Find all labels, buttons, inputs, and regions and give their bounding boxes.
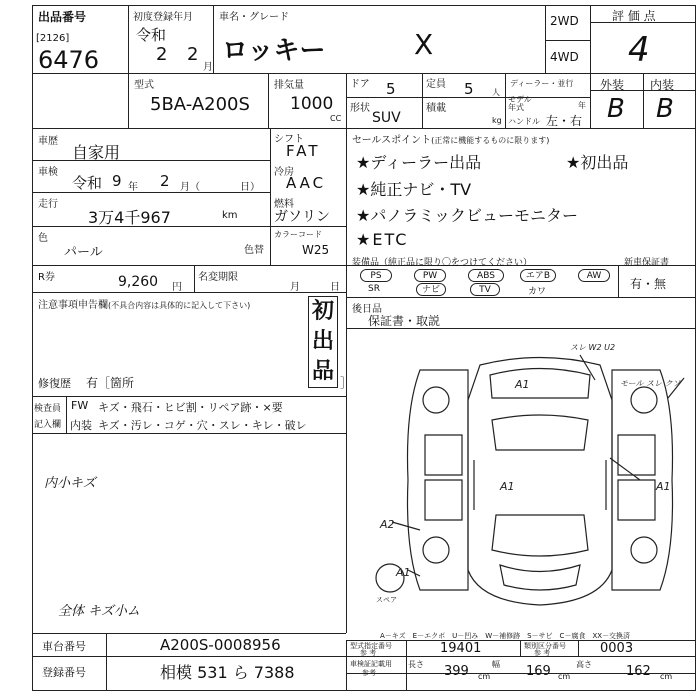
recycle-amount: 9,260: [118, 274, 159, 290]
divider: [545, 5, 546, 73]
yen-unit: 円: [172, 282, 182, 293]
equip-airbag: エアB: [520, 269, 556, 282]
notes-sub: (不具合内容は具体的に記入して下さい): [108, 301, 251, 310]
sales-point: ★純正ナビ・TV: [356, 180, 472, 199]
category-ref: 参 考: [534, 649, 551, 657]
doors-value: 5: [386, 80, 396, 98]
drive-2wd: 2WD: [550, 14, 579, 28]
interior-grade: B: [656, 94, 674, 124]
divider: [66, 396, 67, 433]
divider: [32, 192, 270, 193]
note-top: スレ W2 U2: [570, 343, 616, 352]
reg-month-unit: 月: [203, 62, 213, 73]
exterior-label: 外装: [600, 78, 625, 92]
inspect-month: 2: [160, 172, 170, 190]
inspect-day-unit: 日）: [240, 182, 260, 193]
divider: [406, 640, 407, 691]
drivetrain-fuel: ガソリン: [274, 209, 330, 225]
sales-label: [352, 131, 549, 146]
lot-number: 6476: [38, 46, 100, 74]
cc-unit: CC: [330, 114, 342, 123]
inspect-month-unit: 月（: [180, 182, 200, 193]
cert-label: 車検証記載用: [350, 660, 392, 668]
equip-pw: PW: [414, 269, 446, 282]
plate-label: 登録番号: [42, 666, 86, 679]
chassis-value: A200S-0008956: [160, 636, 281, 654]
documents-value: 保証書・取説: [368, 314, 441, 328]
sales-label-text: セールスポイント: [352, 135, 432, 146]
cc-value: 1000: [290, 94, 334, 114]
reg-era: 令和: [136, 26, 167, 44]
length-unit: cm: [478, 672, 491, 681]
documents-label: 後日品: [352, 304, 382, 315]
handle-value: 左・右: [546, 114, 583, 128]
divider: [643, 73, 644, 128]
plate-value: 相模 531 ら 7388: [160, 663, 295, 682]
width-label: 幅: [492, 660, 500, 669]
divider: [213, 5, 214, 73]
usage-label: 車歴: [38, 136, 58, 147]
exterior-grade: B: [607, 94, 625, 124]
year-unit: 年: [578, 101, 586, 110]
color-code-label: カラーコード: [274, 230, 322, 239]
divider: [346, 73, 347, 128]
divider: [545, 40, 590, 41]
new-car-label: 新車保証書: [624, 258, 670, 268]
expiry-label: 名変期限: [198, 272, 238, 283]
divider: [346, 297, 696, 298]
lot-label: 出品番号: [38, 10, 87, 24]
chassis-label: 車台番号: [42, 640, 86, 653]
warranty-value: 有・無: [630, 277, 667, 291]
inspect-label: 車検: [38, 167, 58, 178]
damage-mark: A1: [396, 566, 411, 579]
designation-label: 型式指定番号: [350, 642, 392, 650]
int-items: キズ・汚レ・コゲ・穴・スレ・キレ・破レ: [98, 419, 307, 432]
mileage-label: 走行: [38, 199, 58, 210]
model-label: 型式: [134, 80, 154, 91]
equip-tv: TV: [470, 283, 500, 296]
divider: [32, 128, 696, 129]
divider: [32, 226, 346, 227]
dealer-label: ディーラー・並行: [510, 79, 574, 88]
car-damage-diagram: [350, 340, 690, 615]
divider: [520, 640, 521, 656]
interior-label: 内装: [650, 78, 675, 92]
equip-aw: AW: [578, 269, 610, 282]
model-value: 5BA-A200S: [150, 94, 250, 115]
color-change-label: 色替: [244, 245, 264, 256]
category-value: 0003: [600, 641, 634, 656]
divider: [618, 265, 619, 297]
equip-navi: ナビ: [416, 283, 446, 296]
equip-ps: PS: [360, 269, 392, 282]
divider: [422, 73, 423, 128]
reg-year: 2: [156, 44, 168, 65]
width-value: 169: [526, 664, 551, 679]
damage-mark: A2: [380, 518, 395, 531]
divider: [32, 396, 346, 397]
inspect-year-unit: 年: [128, 182, 138, 193]
load-label: 積載: [426, 103, 446, 114]
divider: [346, 328, 696, 329]
divider: [268, 73, 269, 128]
inspector-label1: 検査員: [34, 404, 62, 414]
body-value: SUV: [372, 110, 401, 126]
fw-label: FW: [71, 399, 89, 412]
expiry-month-unit: 月: [290, 282, 300, 293]
divider: [346, 128, 347, 265]
divider: [590, 5, 591, 128]
divider: [270, 128, 271, 265]
handle-label: ハンドル: [508, 117, 540, 126]
equip-leather: カワ: [528, 287, 547, 297]
damage-legend: A－キズ E－エクボ U－凹み W－補修跡 S－サビ C－腐食 XX－交換済: [380, 632, 631, 640]
equip-sr: SR: [368, 284, 380, 294]
divider: [346, 265, 347, 328]
equipment-label: 装備品（純正品に限り〇をつけてください）: [352, 258, 533, 268]
damage-mark: A1: [500, 480, 515, 493]
reg-label: 初度登録年月: [133, 12, 193, 23]
drive-4wd: 4WD: [550, 50, 579, 64]
repair-close: ］: [340, 376, 353, 390]
usage-value: 自家用: [72, 143, 121, 162]
divider: [128, 5, 129, 128]
recycle-label: R券: [38, 272, 55, 283]
divider: [505, 73, 506, 128]
repair-value: 有［箇所: [86, 376, 135, 390]
note-right: モール スレ クソ: [620, 379, 681, 388]
divider: [32, 433, 346, 434]
drivetrain-ac: AAC: [286, 174, 327, 192]
cert-ref: 参考: [362, 669, 376, 677]
repair-label: 修復歴: [38, 377, 71, 390]
handwritten-note: 全体 キズ小ム: [58, 604, 140, 619]
car-grade: X: [414, 28, 434, 61]
reg-month: 2: [187, 44, 199, 65]
length-value: 399: [444, 664, 469, 679]
door-label: ドア: [350, 79, 370, 90]
expiry-day-unit: 日: [330, 282, 340, 293]
designation-value: 19401: [440, 641, 482, 656]
spare-label: スペア: [376, 596, 397, 604]
equip-abs: ABS: [468, 269, 504, 282]
drivetrain-fuel-label: 燃料: [274, 199, 294, 210]
category-label: 類別区分番号: [524, 642, 566, 650]
score-label: 評 価 点: [612, 9, 656, 23]
drivetrain-shift: FAT: [286, 142, 321, 160]
width-unit: cm: [558, 672, 571, 681]
sales-point: ★パノラミックビューモニター: [356, 206, 579, 225]
handwritten-note: 内小キズ: [44, 476, 96, 491]
drivetrain-ac-label: 冷房: [274, 167, 294, 178]
sales-sub: (正常に機能するものに限ります): [431, 136, 550, 145]
divider: [32, 73, 696, 74]
notes-label: [38, 296, 250, 311]
damage-mark: A1: [515, 378, 530, 391]
color-code-value: W25: [302, 243, 330, 257]
inspect-year: 9: [112, 172, 122, 190]
divider: [578, 640, 579, 656]
height-value: 162: [626, 664, 651, 679]
damage-mark: A1: [656, 480, 671, 493]
modelyear-label: モデル年式: [508, 95, 532, 112]
cap-unit: 人: [492, 88, 500, 97]
first-listing-text: 初出品: [312, 299, 335, 384]
color-value: パール: [64, 245, 103, 260]
lot-sub: [2126]: [36, 33, 70, 44]
height-unit: cm: [660, 672, 673, 681]
divider: [32, 160, 270, 161]
km-unit: km: [222, 210, 238, 221]
notes-label-text: 注意事項申告欄: [38, 300, 108, 311]
sales-point: ★初出品: [566, 153, 629, 172]
int-label: 内装: [70, 419, 92, 432]
name-label: 車名・グレード: [219, 12, 289, 23]
sales-point: ★ディーラー出品: [356, 153, 482, 172]
fw-items: キズ・飛石・ヒビ割・リペア跡・×要: [98, 401, 283, 414]
car-name: ロッキー: [222, 36, 326, 66]
divider: [32, 633, 346, 634]
cap-label: 定員: [426, 79, 446, 90]
divider: [106, 633, 107, 691]
mileage-value: 3万4千967: [88, 208, 171, 227]
length-label: 長さ: [408, 660, 424, 669]
score-value: 4: [628, 30, 650, 70]
load-unit: kg: [492, 116, 502, 125]
divider: [194, 265, 195, 292]
inspector-label2: 記入欄: [34, 420, 62, 430]
inspect-era: 令和: [72, 174, 103, 192]
sales-point: ★ETC: [356, 230, 409, 249]
body-label: 形状: [350, 103, 370, 114]
height-label: 高さ: [576, 660, 592, 669]
designation-ref: 参 考: [360, 649, 377, 657]
color-label: 色: [38, 233, 48, 244]
drivetrain-shift-label: シフト: [274, 134, 304, 145]
cc-label: 排気量: [274, 80, 304, 91]
divider: [346, 328, 347, 633]
capacity-value: 5: [464, 80, 474, 98]
